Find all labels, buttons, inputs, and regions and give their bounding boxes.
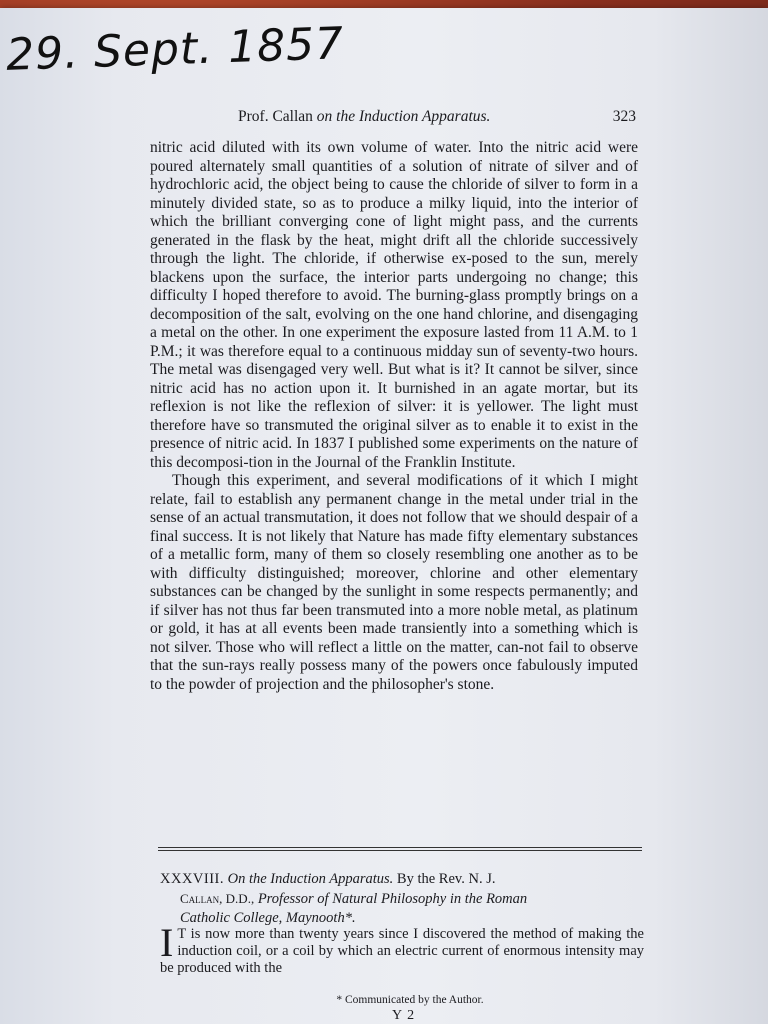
header-title bbox=[238, 108, 490, 126]
paragraph-2: Though this experiment, and several modifications of it which I might relate, fail to establish any permanent change in the metal under trial in the sense of an actual transmutation, it does not follow that we should despair of a final success. It is not likely that Nature has made fifty elementary substances of a metallic form, many of them so closely resembling one another as to be with difficulty distinguished; moreover, chlorine and other elementary substances can be changed by the sunlight in some respects permanently; and if silver has not thus far been transmuted into a more noble metal, as platinum or gold, it has at all events been made transiently into a something which is not silver. Those who will reflect a little on the matter, can-not fail to observe that the sun-rays really possess many of the powers once fabulously imputed to the powder of projection and the philosopher's stone. bbox=[150, 472, 638, 693]
drop-cap: I bbox=[160, 920, 174, 965]
article-opening bbox=[160, 920, 644, 977]
header-subject: on the Induction Apparatus. bbox=[316, 108, 491, 125]
article-author: Callan, D.D., bbox=[180, 891, 255, 906]
footnote: * Communicated by the Author. bbox=[336, 994, 484, 1006]
body-text bbox=[150, 139, 638, 694]
article-opening-text: T is now more than twenty years since I discovered the method of making the induction coil, or a coil by which an electric current of enormous intensity may be produced with the bbox=[160, 926, 644, 976]
article-author-line bbox=[160, 889, 646, 909]
article-heading bbox=[160, 870, 646, 928]
header-author: Prof. Callan bbox=[238, 108, 313, 125]
handwritten-date: 29. Sept. 1857 bbox=[5, 18, 345, 81]
section-divider-bottom bbox=[158, 850, 642, 851]
article-byline: By the Rev. N. J. bbox=[396, 871, 496, 887]
section-divider-top bbox=[158, 847, 642, 848]
article-title: On the Induction Apparatus. bbox=[227, 871, 394, 887]
page-number: 323 bbox=[612, 108, 636, 125]
article-affiliation-1: Professor of Natural Philosophy in the Roman bbox=[257, 891, 528, 907]
book-page bbox=[0, 8, 768, 1024]
article-number: XXXVIII. bbox=[160, 871, 224, 887]
signature-mark: Y 2 bbox=[392, 1008, 416, 1023]
paragraph-1: nitric acid diluted with its own volume of water. Into the nitric acid were poured alternately small quantities of a solution of nitrate of silver and of hydrochloric acid, the object being to cause the chloride of silver to form in a minutely divided state, so as to produce a milky liquid, into the interior of which the brilliant converging cone of light might pass, and the currents generated in the flask by the heat, might drift all the chloride successively through the light. The chloride, if otherwise ex-posed to the sun, merely blackens upon the surface, the interior parts undergoing no change; this difficulty I hoped therefore to avoid. The burning-glass promptly brings on a decomposition of the salt, evolving on the one hand chlorine, and disengaging a metal on the other. In one experiment the exposure lasted from 11 A.M. to 1 P.M.; it was therefore equal to a continuous midday sun of seventy-two hours. The metal was disengaged very well. But what is it? It cannot be silver, since nitric acid has no action upon it. It burnished in an agate mortar, but its reflexion is not like the reflexion of silver: it is yellower. The light must therefore have so transmuted the original silver as to enable it to exist in the presence of nitric acid. In 1837 I published some experiments on the nature of this decomposi-tion in the Journal of the Franklin Institute. bbox=[150, 139, 638, 471]
article-affiliation-2: Catholic College, Maynooth*. bbox=[180, 910, 356, 926]
running-header bbox=[238, 108, 636, 126]
